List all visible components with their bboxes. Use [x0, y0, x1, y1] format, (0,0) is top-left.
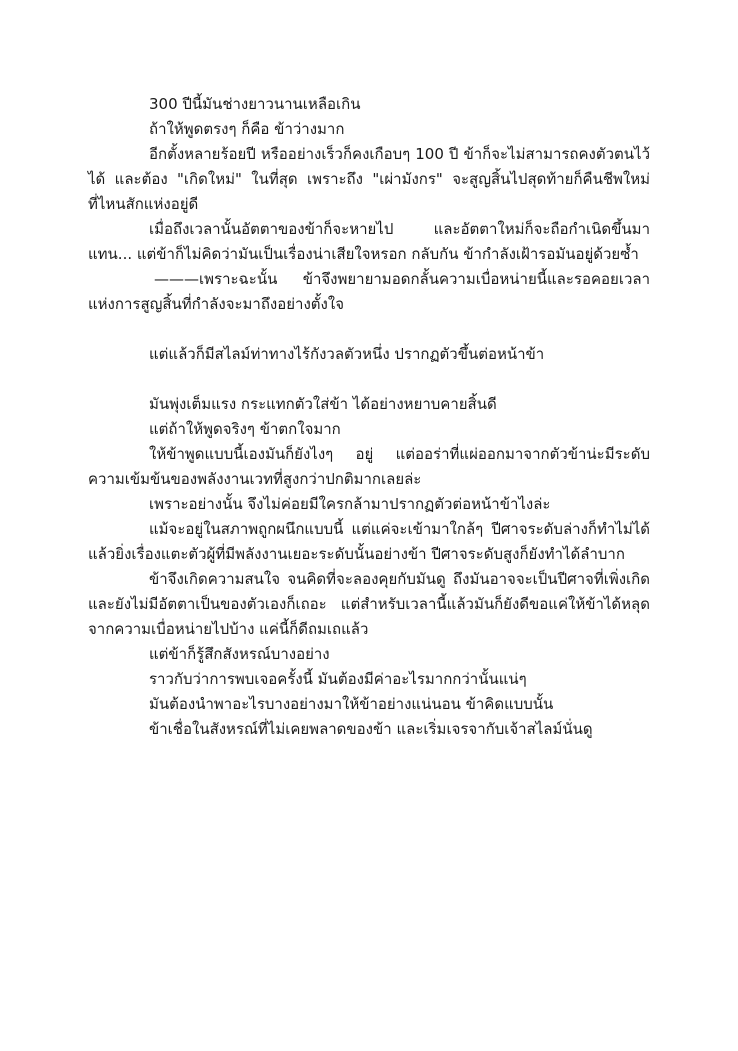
paragraph: แม้จะอยู่ในสภาพถูกผนึกแบบนี้ แต่แค่จะเข้ามาใกล้ๆ ปีศาจระดับล่างก็ทำไม่ได้ แล้วยิ่งเรื่องแตะตัวผู้ที่มีพลังงานเยอะระดับนั้นอย่างข้า ปีศาจระดับสูงก็ยังทำได้ลำบาก	[88, 520, 650, 563]
paragraph: แต่ข้าก็รู้สึกสังหรณ์บางอย่าง	[149, 645, 330, 663]
paragraph: ข้าจึงเกิดความสนใจ จนคิดที่จะลองคุยกับมันดู ถึงมันอาจจะเป็นปีศาจที่เพิ่งเกิดและยังไม่มีอัตตาเป็นของตัวเองก็เถอะ แต่สำหรับเวลานี้แล้วมันก็ยังดีขอแค่ให้ข้าได้หลุดจากความเบื่อหน่ายไปบ้าง แค่นี้ก็ดีถมเถแล้ว	[88, 570, 650, 638]
paragraph: อีกตั้งหลายร้อยปี หรืออย่างเร็วก็คงเกือบๆ 100 ปี ข้าก็จะไม่สามารถคงตัวตนไว้ได้ และต้อง "เกิดใหม่" ในที่สุด เพราะถึง "เผ่ามังกร" จะสูญสิ้นไปสุดท้ายก็คืนชีพใหม่ที่ไหนสักแห่งอยู่ดี	[88, 145, 650, 213]
document-body	[88, 92, 650, 742]
blank-line	[88, 317, 650, 342]
paragraph: แต่แล้วก็มีสไลม์ท่าทางไร้กังวลตัวหนึ่ง ปรากฏตัวขึ้นต่อหน้าข้า	[149, 345, 545, 363]
paragraph: 300 ปีนี้มันช่างยาวนานเหลือเกิน	[149, 95, 361, 113]
paragraph: ข้าเชื่อในสังหรณ์ที่ไม่เคยพลาดของข้า และเริ่มเจรจากับเจ้าสไลม์นั่นดู	[149, 720, 593, 738]
paragraph: เมื่อถึงเวลานั้นอัตตาของข้าก็จะหายไป และอัตตาใหม่ก็จะถือกำเนิดขึ้นมาแทน... แต่ข้าก็ไม่คิดว่ามันเป็นเรื่องน่าเสียใจหรอก กลับกัน ข้ากำลังเฝ้ารอมันอยู่ด้วยซ้ำ	[88, 220, 650, 263]
paragraph: แต่ถ้าให้พูดจริงๆ ข้าตกใจมาก	[149, 420, 341, 438]
paragraph: ให้ข้าพูดแบบนี้เองมันก็ยังไงๆ อยู่ แต่ออร่าที่แผ่ออกมาจากตัวข้าน่ะมีระดับความเข้มข้นของพลังงานเวทที่สูงกว่าปกติมากเลยล่ะ	[88, 445, 650, 488]
paragraph: ———เพราะฉะนั้น ข้าจึงพยายามอดกลั้นความเบื่อหน่ายนี้และรอคอยเวลาแห่งการสูญสิ้นที่กำลังจะมาถึงอย่างตั้งใจ	[88, 270, 650, 313]
paragraph: ราวกับว่าการพบเจอครั้งนี้ มันต้องมีค่าอะไรมากกว่านั้นแน่ๆ	[149, 670, 527, 688]
paragraph: ถ้าให้พูดตรงๆ ก็คือ ข้าว่างมาก	[149, 120, 345, 138]
paragraph: มันต้องนำพาอะไรบางอย่างมาให้ข้าอย่างแน่นอน ข้าคิดแบบนั้น	[149, 695, 554, 713]
paragraph: มันพุ่งเต็มแรง กระแทกตัวใส่ข้า ได้อย่างหยาบคายสิ้นดี	[149, 395, 497, 413]
paragraph: เพราะอย่างนั้น จึงไม่ค่อยมีใครกล้ามาปรากฏตัวต่อหน้าข้าไงล่ะ	[149, 495, 551, 513]
blank-line	[88, 367, 650, 392]
